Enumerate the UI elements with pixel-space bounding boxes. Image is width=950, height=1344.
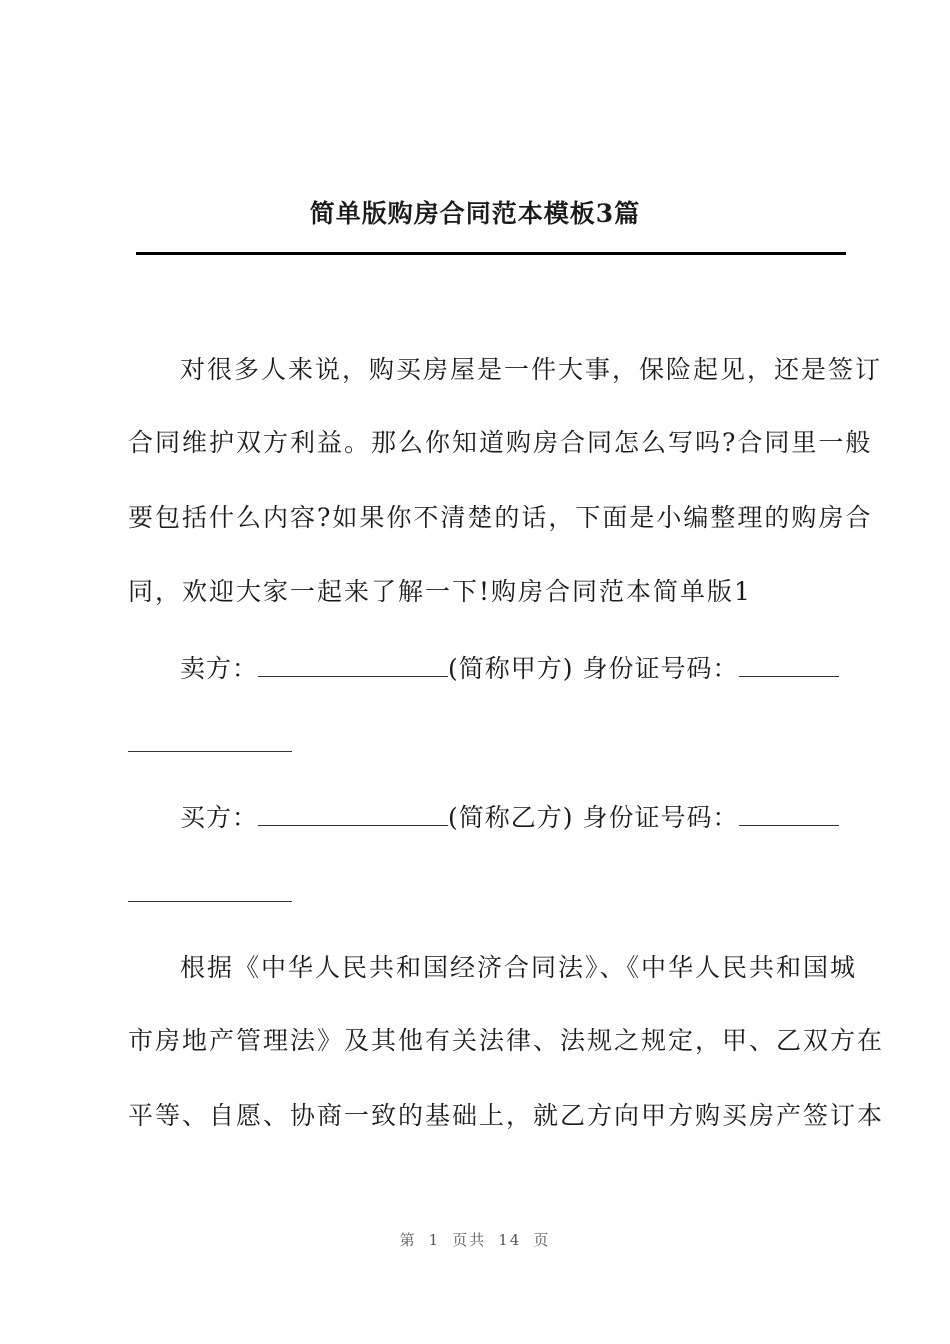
- intro-line-2: 合同维护双方利益。那么你知道购房合同怎么写吗?合同里一般: [128, 428, 873, 457]
- seller-row: [180, 651, 839, 687]
- seller-id-blank[interactable]: [739, 656, 839, 677]
- intro-line-1: 对很多人来说，购买房屋是一件大事，保险起见，还是签订: [180, 355, 883, 384]
- page-footer: [0, 1229, 950, 1250]
- buyer-label: 买方：: [180, 803, 259, 832]
- footer-page-suffix: 页: [533, 1231, 551, 1249]
- title-divider: [136, 252, 846, 255]
- law-line-1: 根据《中华人民共和国经济合同法》、《中华人民共和国城: [180, 953, 858, 982]
- footer-page-total: 14: [498, 1231, 522, 1249]
- seller-abbr: (简称甲方): [448, 654, 574, 683]
- footer-page-prefix: 第: [399, 1231, 417, 1249]
- document-title: 简单版购房合同范本模板3篇: [309, 199, 641, 228]
- seller-name-blank[interactable]: [258, 656, 448, 677]
- footer-page-number: 1: [428, 1231, 441, 1249]
- buyer-row: [180, 800, 839, 836]
- seller-id-blank-continued[interactable]: [128, 751, 292, 752]
- buyer-id-blank-continued[interactable]: [128, 901, 292, 902]
- buyer-abbr: (简称乙方): [448, 803, 574, 832]
- law-line-3: 平等、自愿、协商一致的基础上，就乙方向甲方购买房产签订本: [128, 1101, 885, 1130]
- intro-line-3: 要包括什么内容?如果你不清楚的话，下面是小编整理的购房合: [128, 503, 873, 532]
- footer-page-mid: 页共: [452, 1231, 487, 1249]
- intro-line-4: 同，欢迎大家一起来了解一下!购房合同范本简单版1: [128, 577, 752, 606]
- law-line-2: 市房地产管理法》及其他有关法律、法规之规定，甲、乙双方在: [128, 1026, 885, 1055]
- seller-id-label: 身份证号码：: [582, 654, 739, 683]
- seller-label: 卖方：: [180, 654, 259, 683]
- buyer-name-blank[interactable]: [258, 805, 448, 826]
- buyer-id-label: 身份证号码：: [582, 803, 739, 832]
- buyer-id-blank[interactable]: [739, 805, 839, 826]
